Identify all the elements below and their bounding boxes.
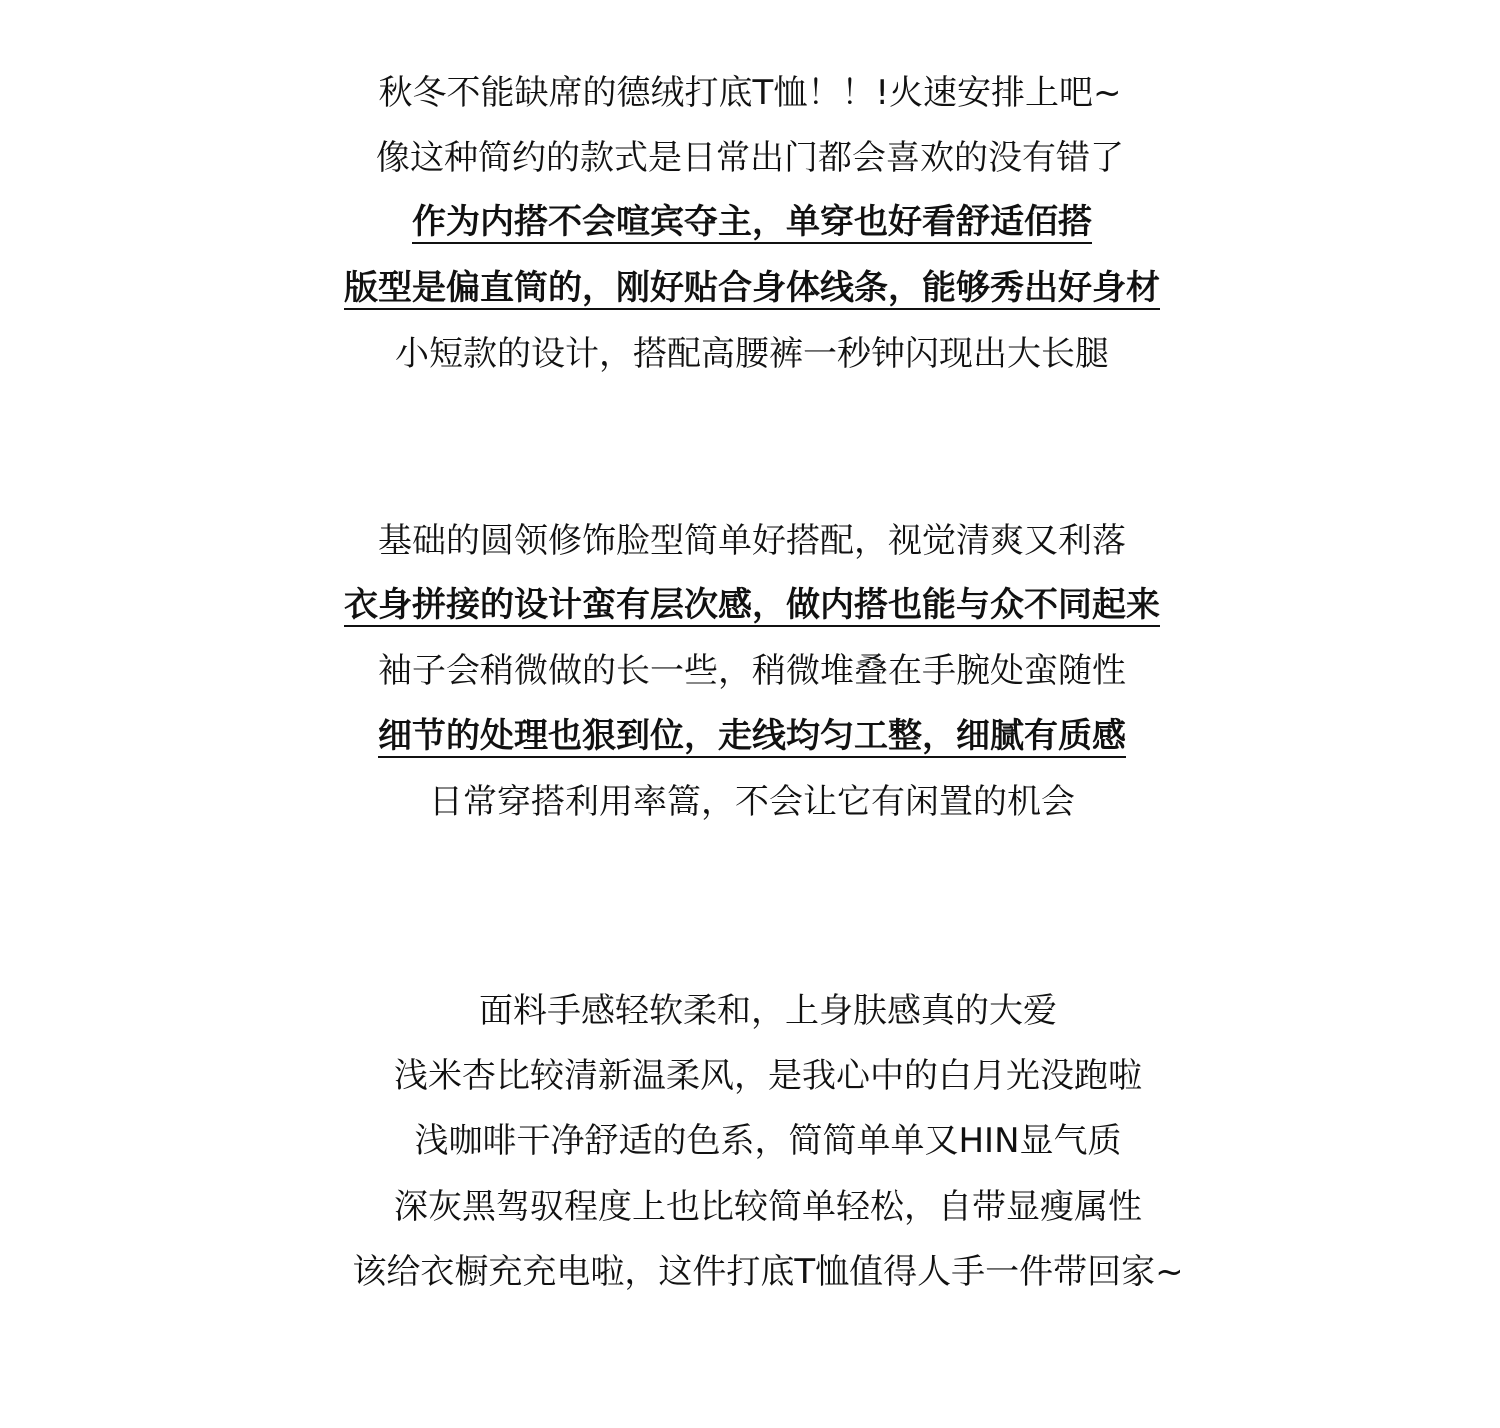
text-line: 秋冬不能缺席的德绒打底T恤！！!火速安排上吧~ (378, 73, 1122, 113)
text-line: 日常穿搭利用率篙，不会让它有闲置的机会 (429, 782, 1075, 822)
text-line-bold: 作为内搭不会喧宾夺主，单穿也好看舒适佰搭 (412, 202, 1092, 242)
text-line: 浅米杏比较清新温柔风，是我心中的白月光没跑啦 (394, 1056, 1142, 1096)
text-line-bold: 衣身拼接的设计蛮有层次感，做内搭也能与众不同起来 (344, 585, 1160, 625)
text-line: 像这种简约的款式是日常出门都会喜欢的没有错了 (376, 138, 1124, 178)
text-line: 浅咖啡干净舒适的色系，简简单单又HIN显气质 (414, 1121, 1122, 1161)
text-line: 袖子会稍微做的长一些，稍微堆叠在手腕处蛮随性 (378, 651, 1126, 691)
text-line-bold: 版型是偏直筒的，刚好贴合身体线条，能够秀出好身材 (344, 268, 1160, 308)
text-line: 小短款的设计，搭配高腰裤一秒钟闪现出大长腿 (395, 334, 1109, 374)
text-line: 深灰黑驾驭程度上也比较简单轻松，自带显瘦属性 (394, 1187, 1142, 1227)
text-line: 基础的圆领修饰脸型简单好搭配，视觉清爽又利落 (378, 521, 1126, 561)
text-line: 该给衣橱充充电啦，这件打底T恤值得人手一件带回家~ (352, 1252, 1184, 1292)
text-line: 面料手感轻软柔和，上身肤感真的大爱 (479, 991, 1057, 1031)
text-line-bold: 细节的处理也狠到位，走线均匀工整，细腻有质感 (378, 716, 1126, 756)
